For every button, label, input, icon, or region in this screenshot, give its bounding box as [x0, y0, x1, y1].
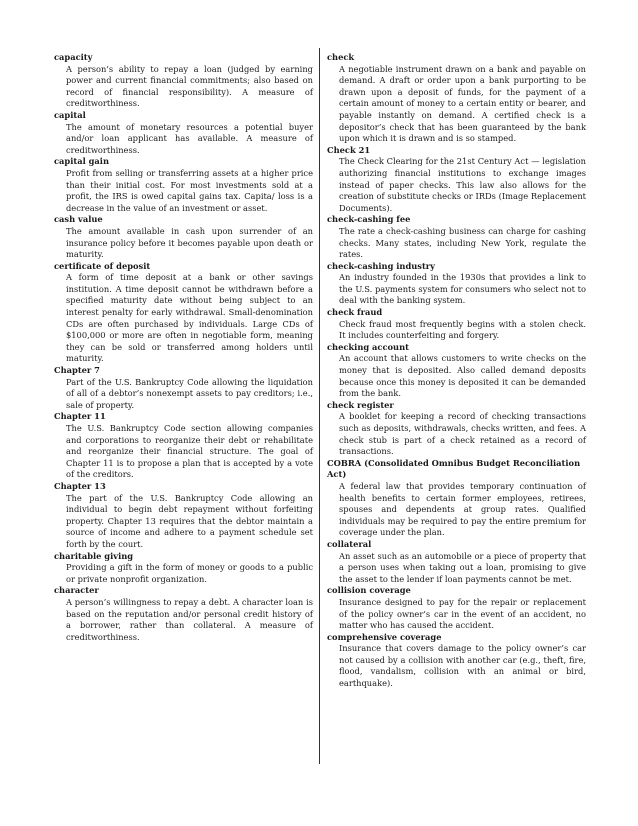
glossary-entry [54, 110, 313, 156]
entry-term: collision coverage [327, 585, 411, 596]
entry-definition: A person’s ability to repay a loan (judged by earning power and current financial commitments; also based on record of financial responsibility). A measure of creditworthiness. [66, 63, 313, 109]
glossary-entry [327, 400, 586, 458]
entry-term: check-cashing industry [327, 260, 435, 271]
entry-term: Chapter 13 [54, 480, 106, 491]
entry-term: capital gain [54, 156, 109, 167]
entry-definition: The U.S. Bankruptcy Code section allowing companies and corporations to reorganize their debt or rehabilitate and reorganize their financial structure. The goal of Chapter 11 is to propose a plan that is accepted by a vote of the creditors. [66, 423, 313, 480]
entry-term: collateral [327, 538, 372, 549]
entry-definition: The rate a check-cashing business can charge for cashing checks. Many states, including New York, regulate the rates. [339, 225, 586, 260]
glossary-entry [327, 342, 586, 400]
entry-term: character [54, 585, 99, 596]
entry-term: capacity [54, 52, 93, 62]
glossary-entry [54, 481, 313, 551]
glossary-entry [327, 539, 586, 585]
glossary-entry [327, 458, 586, 539]
column-divider [319, 48, 320, 764]
glossary-entry [54, 411, 313, 481]
glossary-entry [327, 145, 586, 215]
entry-term: check-cashing fee [327, 214, 411, 225]
entry-definition: A person’s willingness to repay a debt. A character loan is based on the reputation and/or personal credit history of a borrower, rather than collateral. A measure of creditworthiness. [66, 596, 313, 642]
entry-term: certificate of deposit [54, 260, 151, 271]
glossary-entry [327, 261, 586, 307]
entry-term: comprehensive coverage [327, 631, 442, 642]
entry-definition: A federal law that provides temporary continuation of health benefits to certain former employees, retirees, spouses and dependents at group rates. Qualified individuals may be required to pay the entire premium for coverage under the plan. [339, 480, 586, 538]
entry-term: capital [54, 109, 86, 120]
entry-definition: Insurance designed to pay for the repair or replacement of the policy owner’s car in the event of an accident, no matter who has caused the accident. [339, 596, 586, 631]
entry-definition: A form of time deposit at a bank or other savings institution. A time deposit cannot be withdrawn before a specified maturity date without being subject to an interest penalty for early withdrawal. Small-denomination CDs are often purchased by individuals. Large CDs of $100,000 or more are often in negotiable form, meaning they can be sold or transferred among holders until maturity. [66, 272, 313, 364]
entry-term: Check 21 [327, 144, 371, 155]
entry-definition: An account that allows customers to write checks on the money that is deposited. Also called demand deposits because once this money is deposited it can be demanded from the bank. [339, 353, 586, 399]
entry-definition: The amount of monetary resources a potential buyer and/or loan applicant has available. A measure of creditworthiness. [66, 121, 313, 155]
left-column [54, 52, 313, 643]
entry-definition: Providing a gift in the form of money or goods to a public or private nonprofit organization. [66, 562, 313, 584]
entry-definition: The part of the U.S. Bankruptcy Code allowing an individual to begin debt repayment without forfeiting property. Chapter 13 requires that the debtor maintain a source of income and adhere to a payment schedule set forth by the court. [66, 492, 313, 549]
entry-term: COBRA (Consolidated Omnibus Budget Reconciliation Act) [327, 457, 581, 480]
glossary-entry [54, 156, 313, 214]
entry-definition: A negotiable instrument drawn on a bank and payable on demand. A draft or order upon a bank purporting to be drawn upon a deposit of funds, for the payment of a certain amount of money to a certain entity or bearer, and payable instantly on demand. A certified check is a depositor’s check that has been guaranteed by the bank upon which it is drawn and is so stamped. [339, 63, 586, 144]
entry-definition: A booklet for keeping a record of checking transactions such as deposits, withdrawals, checks written, and fees. A check stub is part of a check retained as a record of transactions. [339, 411, 586, 457]
glossary-entry [327, 585, 586, 631]
entry-definition: Part of the U.S. Bankruptcy Code allowing the liquidation of all of a debtor’s nonexempt assets to pay creditors; i.e., sale of property. [66, 376, 313, 410]
entry-term: checking account [327, 341, 409, 352]
glossary-entry [327, 214, 586, 260]
entry-definition: The Check Clearing for the 21st Century Act — legislation authorizing financial institutions to exchange images instead of paper checks. This law also allows for the creation of substitute checks or IRDs (Image Replacement Documents). [339, 156, 586, 213]
glossary-entry [54, 551, 313, 586]
right-column [327, 52, 586, 690]
glossary-entry [54, 365, 313, 411]
glossary-entry [327, 632, 586, 690]
glossary-entry [54, 52, 313, 110]
entry-term: Chapter 7 [54, 365, 100, 376]
glossary-entry [327, 52, 586, 145]
entry-definition: Insurance that covers damage to the policy owner’s car not caused by a collision with another car (e.g., theft, fire, flood, vandalism, collision with an animal or bird, earthquake). [339, 643, 586, 689]
entry-term: check register [327, 399, 394, 410]
entry-definition: An industry founded in the 1930s that provides a link to the U.S. payments system for consumers who select not to deal with the banking system. [339, 272, 586, 306]
entry-term: check [327, 52, 355, 62]
glossary-entry [54, 585, 313, 643]
entry-term: Chapter 11 [54, 411, 106, 422]
entry-definition: Profit from selling or transferring assets at a higher price than their initial cost. For most investments sold at a profit, the IRS is owed capital gains tax. Capita/ loss is a decrease in the value of an investment or asset. [66, 167, 313, 213]
glossary-entry [327, 307, 586, 342]
entry-term: charitable giving [54, 550, 134, 561]
entry-term: cash value [54, 214, 103, 225]
entry-definition: An asset such as an automobile or a piece of property that a person uses when taking out a loan, promising to give the asset to the lender if loan payments cannot be met. [339, 550, 586, 584]
glossary-entry [54, 261, 313, 365]
entry-definition: Check fraud most frequently begins with a stolen check. It includes counterfeiting and forgery. [339, 318, 586, 341]
glossary-entry [54, 214, 313, 260]
entry-definition: The amount available in cash upon surrender of an insurance policy before it becomes payable upon death or maturity. [66, 225, 313, 260]
entry-term: check fraud [327, 307, 383, 318]
